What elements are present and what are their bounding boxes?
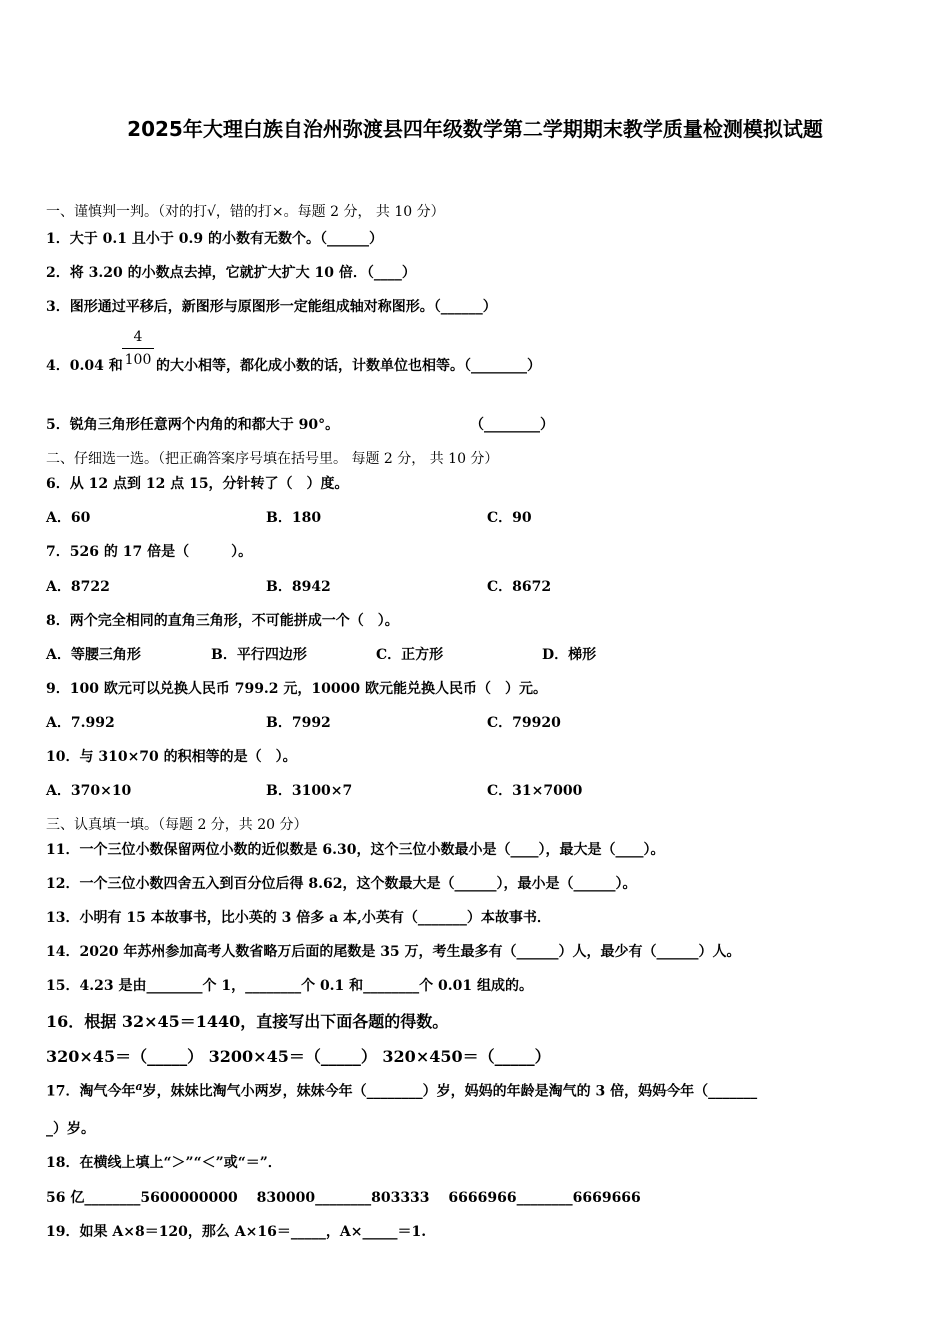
q8-option-c: C．正方形 [376,647,444,663]
q7-option-a: A．8722 [46,579,110,595]
question-17-continuation: _）岁。 [46,1121,95,1137]
q8-option-a: A．等腰三角形 [46,647,141,663]
q10-option-c: C．31×7000 [487,783,583,799]
question-12: 12．一个三位小数四舍五入到百分位后得 8.62，这个数最大是（______），最小是（______）。 [46,876,637,892]
fraction-bar [122,348,154,349]
question-15: 15．4.23 是由________个 1，________个 0.1 和________个 0.01 组成的。 [46,978,534,994]
fraction-4-over-100 [122,328,154,369]
question-4-suffix: 的大小相等，都化成小数的话，计数单位也相等。（________） [156,358,541,374]
question-5-blank: （________） [470,417,554,433]
fraction-denominator: 100 [124,352,152,368]
q6-option-c: C．90 [487,510,532,526]
question-17-prefix: 17．淘气今年 [46,1083,136,1100]
section-3-heading: 三、认真填一填。（每题 2 分，共 20 分） [46,817,308,833]
question-14: 14．2020 年苏州参加高考人数省略万后面的尾数是 35 万，考生最多有（______）人，最少有（______）人。 [46,944,741,960]
q7-option-b: B．8942 [266,579,331,595]
question-7: 7．526 的 17 倍是（ ）。 [46,544,253,560]
q9-option-b: B．7992 [266,715,331,731]
q9-option-a: A．7.992 [46,715,115,731]
question-1: 1．大于 0.1 且小于 0.9 的小数有无数个。（______） [46,231,383,247]
q8-option-b: B．平行四边形 [211,647,307,663]
q9-option-c: C．79920 [487,715,561,731]
question-5: 5．锐角三角形任意两个内角的和都大于 90°。 [46,417,340,433]
question-18-items: 56 亿________5600000000 830000________803333 6666966________6669666 [46,1190,641,1206]
q8-option-d: D．梯形 [542,647,597,663]
question-11: 11．一个三位小数保留两位小数的近似数是 6.30，这个三位小数最小是（____），最大是（____）。 [46,842,665,858]
q7-option-c: C．8672 [487,579,552,595]
question-3: 3．图形通过平移后，新图形与原图形一定能组成轴对称图形。（______） [46,299,497,315]
question-17-suffix: 岁，妹妹比淘气小两岁，妹妹今年（________）岁，妈妈的年龄是淘气的 3 倍，妈妈今年（_______ [142,1083,758,1100]
question-9: 9．100 欧元可以兑换人民币 799.2 元，10000 欧元能兑换人民币（ ）元。 [46,681,548,697]
question-16-items: 320×45＝（_____） 3200×45＝（_____） 320×450＝（_____） [46,1047,551,1066]
section-2-heading: 二、仔细选一选。（把正确答案序号填在括号里。 每题 2 分， 共 10 分） [46,451,499,467]
question-10: 10．与 310×70 的积相等的是（ ）。 [46,749,297,765]
q6-option-b: B．180 [266,510,322,526]
question-17 [46,1080,757,1101]
q10-option-b: B．3100×7 [266,783,353,799]
question-18: 18．在横线上填上“＞”“＜”或“＝”． [46,1155,282,1171]
variable-a: a [135,1080,143,1093]
fraction-numerator: 4 [133,329,143,345]
q6-option-a: A．60 [46,510,91,526]
question-13: 13．小明有 15 本故事书，比小英的 3 倍多 a 本,小英有（_______）本故事书． [46,910,551,926]
question-6: 6．从 12 点到 12 点 15，分针转了（ ）度。 [46,476,349,492]
question-16: 16．根据 32×45＝1440，直接写出下面各题的得数。 [46,1012,449,1031]
q10-option-a: A．370×10 [46,783,132,799]
section-1-heading: 一、谨慎判一判。（对的打√，错的打×。每题 2 分， 共 10 分） [46,204,445,220]
question-19: 19．如果 A×8＝120，那么 A×16＝_____，A×_____＝1. [46,1224,427,1240]
question-8: 8．两个完全相同的直角三角形，不可能拼成一个（ ）。 [46,613,399,629]
page-title: 2025年大理白族自治州弥渡县四年级数学第二学期期末教学质量检测模拟试题 [127,117,823,141]
question-4-prefix: 4．0.04 和 [46,358,123,374]
question-2: 2．将 3.20 的小数点去掉，它就扩大扩大 10 倍．（____） [46,265,416,281]
